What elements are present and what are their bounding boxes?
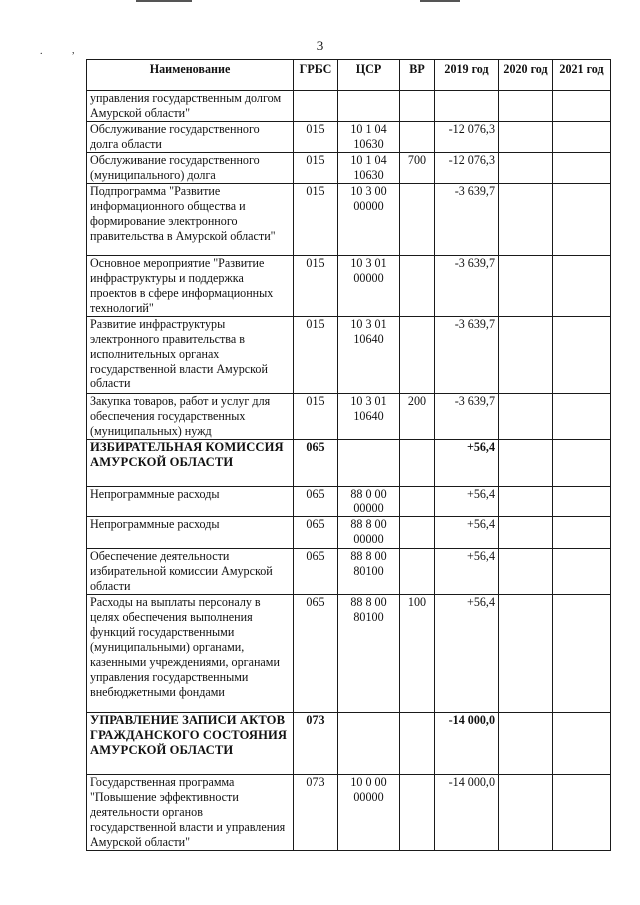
cell-csr: 88 8 00 00000: [338, 517, 400, 549]
cell-2019: [435, 91, 499, 122]
table-row: [87, 439, 611, 486]
cell-2019: -14 000,0: [435, 713, 499, 775]
header-2020: 2020 год: [499, 60, 553, 91]
cell-2021: [553, 393, 611, 439]
cell-2019: -3 639,7: [435, 316, 499, 393]
cell-csr: 10 3 01 00000: [338, 255, 400, 316]
header-2019: 2019 год: [435, 60, 499, 91]
cell-2020: [499, 152, 553, 183]
cell-2019: -12 076,3: [435, 122, 499, 153]
cell-2021: [553, 549, 611, 595]
cell-csr: [338, 713, 400, 775]
cell-name: Обеспечение деятельности избирательной комиссии Амурской области: [87, 549, 294, 595]
cell-csr: 10 1 04 10630: [338, 152, 400, 183]
cell-vr: [400, 91, 435, 122]
cell-name: ИЗБИРАТЕЛЬНАЯ КОМИССИЯ АМУРСКОЙ ОБЛАСТИ: [87, 439, 294, 486]
cell-vr: [400, 775, 435, 851]
cell-2019: -3 639,7: [435, 393, 499, 439]
cell-name: Государственная программа "Повышение эффективности деятельности органов государственной власти и управления Амурской области": [87, 775, 294, 851]
cell-csr: 88 8 00 80100: [338, 595, 400, 713]
header-csr: ЦСР: [338, 60, 400, 91]
cell-csr: 88 8 00 80100: [338, 549, 400, 595]
cell-2021: [553, 486, 611, 517]
cell-2019: +56,4: [435, 549, 499, 595]
cell-grbs: 015: [294, 255, 338, 316]
cell-csr: [338, 439, 400, 486]
cell-grbs: 065: [294, 595, 338, 713]
header-2021: 2021 год: [553, 60, 611, 91]
cell-grbs: 015: [294, 122, 338, 153]
cell-2019: -12 076,3: [435, 152, 499, 183]
cell-grbs: 065: [294, 549, 338, 595]
header-grbs: ГРБС: [294, 60, 338, 91]
cell-grbs: 065: [294, 486, 338, 517]
cell-vr: [400, 439, 435, 486]
top-scan-rule: [420, 0, 460, 2]
cell-2019: -3 639,7: [435, 255, 499, 316]
cell-name: Обслуживание государственного (муниципального) долга: [87, 152, 294, 183]
cell-2020: [499, 486, 553, 517]
table-row: [87, 152, 611, 183]
cell-csr: 10 0 00 00000: [338, 775, 400, 851]
top-scan-rule: [136, 0, 192, 2]
table-row: [87, 122, 611, 153]
table-row: [87, 775, 611, 851]
cell-name: Основное мероприятие "Развитие инфраструктуры и поддержка проектов в сфере информационных технологий": [87, 255, 294, 316]
table-row: [87, 713, 611, 775]
scan-speck: .: [40, 46, 43, 57]
cell-vr: 700: [400, 152, 435, 183]
cell-2020: [499, 439, 553, 486]
cell-vr: [400, 486, 435, 517]
cell-2021: [553, 255, 611, 316]
cell-2021: [553, 595, 611, 713]
table-row: [87, 255, 611, 316]
cell-vr: 200: [400, 393, 435, 439]
page-number: 3: [316, 38, 324, 53]
cell-vr: 100: [400, 595, 435, 713]
table-row: [87, 549, 611, 595]
cell-2021: [553, 152, 611, 183]
cell-vr: [400, 713, 435, 775]
cell-2020: [499, 393, 553, 439]
cell-2019: +56,4: [435, 517, 499, 549]
cell-2021: [553, 775, 611, 851]
cell-name: Обслуживание государственного долга области: [87, 122, 294, 153]
cell-2021: [553, 713, 611, 775]
cell-grbs: 015: [294, 316, 338, 393]
cell-2019: -3 639,7: [435, 183, 499, 255]
header-name: Наименование: [87, 60, 294, 91]
cell-vr: [400, 183, 435, 255]
table-row: [87, 595, 611, 713]
cell-name: управления государственным долгом Амурской области": [87, 91, 294, 122]
table-row: [87, 316, 611, 393]
cell-vr: [400, 255, 435, 316]
cell-2020: [499, 122, 553, 153]
cell-2021: [553, 316, 611, 393]
cell-2020: [499, 517, 553, 549]
cell-csr: 10 3 00 00000: [338, 183, 400, 255]
cell-2021: [553, 517, 611, 549]
cell-name: Непрограммные расходы: [87, 486, 294, 517]
cell-2020: [499, 549, 553, 595]
cell-csr: 10 1 04 10630: [338, 122, 400, 153]
cell-vr: [400, 316, 435, 393]
cell-2020: [499, 183, 553, 255]
cell-2019: -14 000,0: [435, 775, 499, 851]
cell-grbs: 065: [294, 517, 338, 549]
cell-2021: [553, 439, 611, 486]
cell-grbs: 015: [294, 393, 338, 439]
cell-2020: [499, 91, 553, 122]
cell-csr: 10 3 01 10640: [338, 393, 400, 439]
cell-grbs: 065: [294, 439, 338, 486]
cell-2021: [553, 91, 611, 122]
cell-name: Непрограммные расходы: [87, 517, 294, 549]
cell-grbs: 015: [294, 183, 338, 255]
cell-2020: [499, 713, 553, 775]
table-row: [87, 91, 611, 122]
cell-2021: [553, 122, 611, 153]
table-row: [87, 517, 611, 549]
scan-speck: ,: [72, 45, 75, 56]
budget-table: [86, 59, 611, 851]
table-header-row: [87, 60, 611, 91]
cell-2020: [499, 595, 553, 713]
cell-2021: [553, 183, 611, 255]
cell-grbs: 073: [294, 775, 338, 851]
cell-vr: [400, 549, 435, 595]
cell-csr: 10 3 01 10640: [338, 316, 400, 393]
cell-2019: +56,4: [435, 595, 499, 713]
cell-grbs: [294, 91, 338, 122]
header-vr: ВР: [400, 60, 435, 91]
cell-grbs: 073: [294, 713, 338, 775]
cell-grbs: 015: [294, 152, 338, 183]
cell-name: Развитие инфраструктуры электронного правительства в исполнительных органах государственной власти Амурской области: [87, 316, 294, 393]
cell-2020: [499, 775, 553, 851]
table-row: [87, 486, 611, 517]
table-row: [87, 393, 611, 439]
cell-name: Закупка товаров, работ и услуг для обеспечения государственных (муниципальных) нужд: [87, 393, 294, 439]
cell-vr: [400, 517, 435, 549]
cell-name: Расходы на выплаты персоналу в целях обеспечения выполнения функций государственными (муниципальными) органами, казенными учреждениями, органами управления государственными внебюджетными фондами: [87, 595, 294, 713]
cell-csr: 88 0 00 00000: [338, 486, 400, 517]
cell-2020: [499, 316, 553, 393]
cell-2019: +56,4: [435, 486, 499, 517]
cell-vr: [400, 122, 435, 153]
cell-name: Подпрограмма "Развитие информационного общества и формирование электронного правительства в Амурской области": [87, 183, 294, 255]
cell-name: УПРАВЛЕНИЕ ЗАПИСИ АКТОВ ГРАЖДАНСКОГО СОСТОЯНИЯ АМУРСКОЙ ОБЛАСТИ: [87, 713, 294, 775]
cell-2020: [499, 255, 553, 316]
cell-csr: [338, 91, 400, 122]
table-body: [87, 91, 611, 851]
table-row: [87, 183, 611, 255]
cell-2019: +56,4: [435, 439, 499, 486]
